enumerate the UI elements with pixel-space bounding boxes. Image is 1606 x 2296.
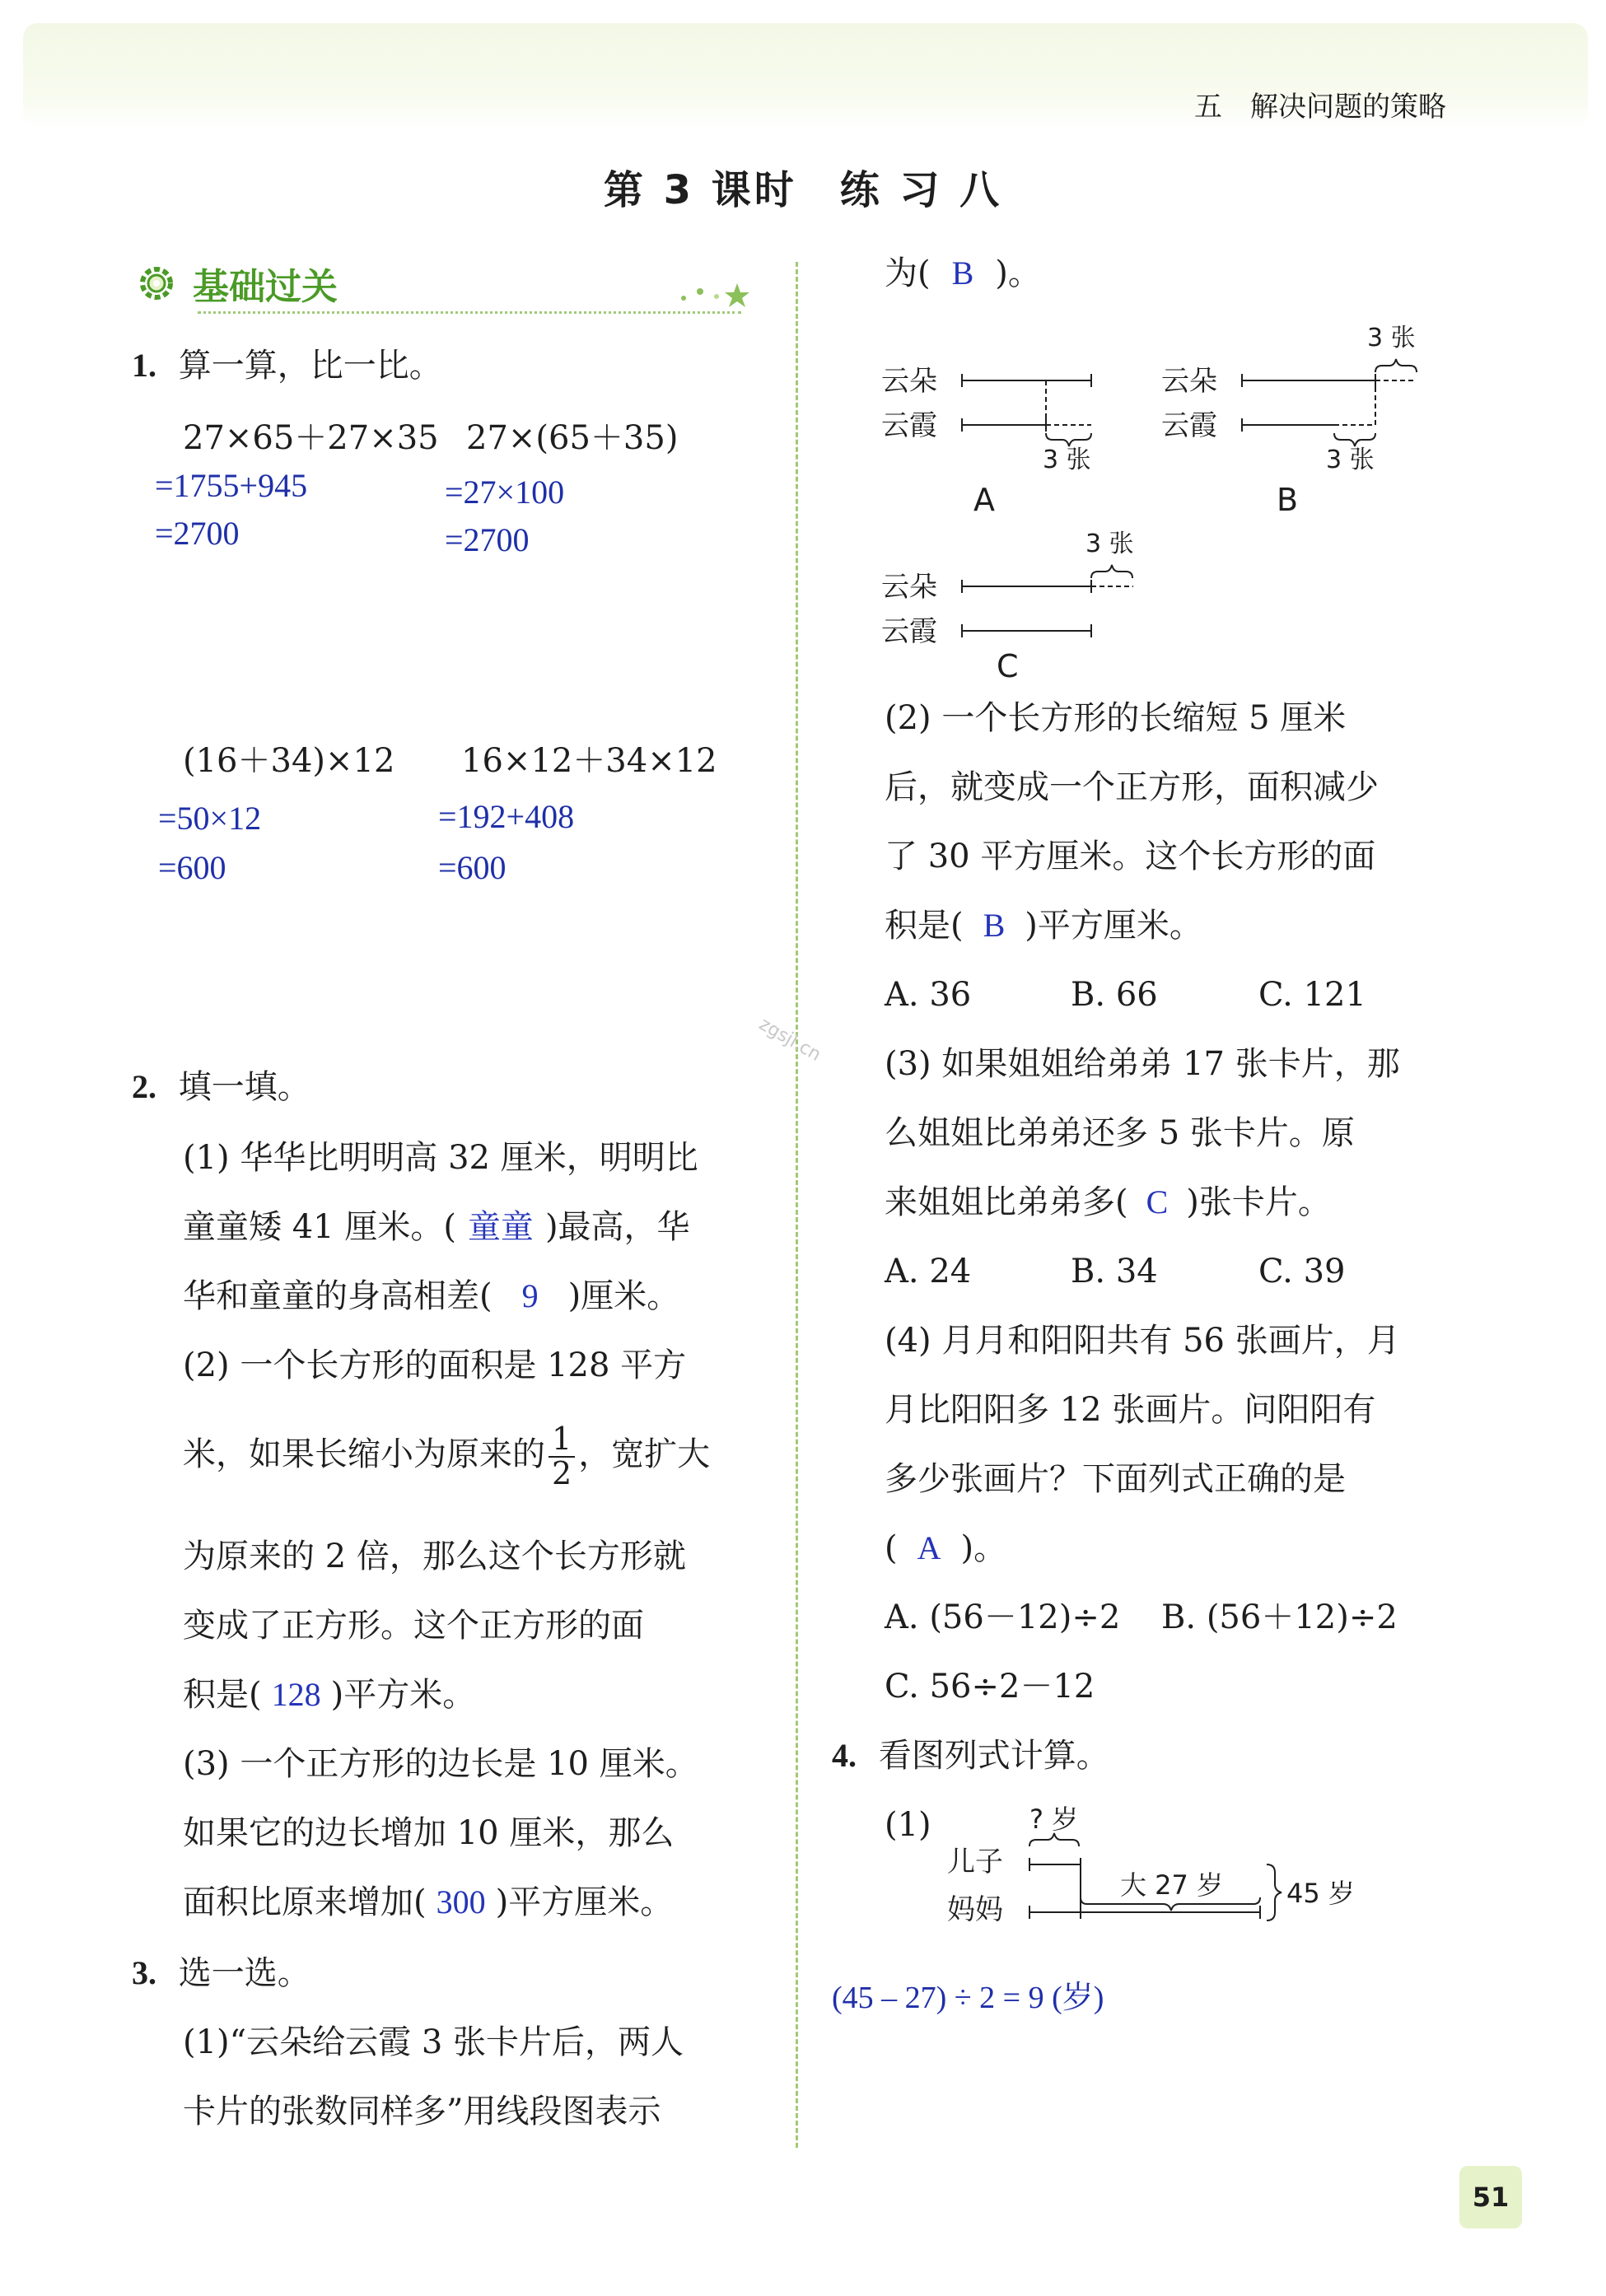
option-b-label: B: [1277, 482, 1299, 518]
page-number: 51: [1459, 2166, 1522, 2228]
q2-p2-line-3: 为原来的 2 倍，那么这个长方形就: [183, 1538, 686, 1575]
section-heading: [132, 257, 338, 310]
age-segment-diagram: [947, 1795, 1408, 1927]
q3-p3-line-3: [885, 1183, 1331, 1222]
q3-p4-option-a: A. (56－12)÷2: [885, 1598, 1121, 1636]
fraction-denominator: 2: [552, 1454, 572, 1491]
q1-e2-work-1: =27×100: [445, 474, 565, 511]
q2-p1-text: 华和童童的身高相差(: [183, 1277, 493, 1315]
q3-p1-line-3: [885, 254, 1041, 293]
option-c-label: C: [997, 648, 1019, 684]
q1-e4-work-1: =192+408: [438, 798, 575, 835]
lesson-title: 第 3 课时 练 习 八: [603, 167, 1003, 213]
q3-number: 3.: [132, 1954, 156, 1991]
q3-p4-line-1: (4) 月月和阳阳共有 56 张画片，月: [885, 1322, 1400, 1360]
q3-p1-line-2: 卡片的张数同样多”用线段图表示: [183, 2093, 661, 2130]
diagram-c-glow-label: 云霞: [881, 615, 937, 648]
column-divider: [796, 262, 798, 2148]
difference-age-label: 大 27 岁: [1120, 1869, 1224, 1901]
q1-expression-2: 27×(65＋35): [466, 419, 679, 457]
diagram-b-glow-label: 云霞: [1161, 409, 1217, 442]
q3-p4-option-c: C. 56÷2－12: [885, 1668, 1095, 1706]
diagram-b-three-cards-top: 3 张: [1367, 324, 1416, 352]
watermark: zgsjl.cn: [755, 1014, 824, 1066]
son-label: 儿子: [947, 1846, 1003, 1878]
q2-p3-line-2: 如果它的边长增加 10 厘米，那么: [183, 1814, 675, 1852]
q3-p4-answer: A: [917, 1529, 941, 1566]
q2-p1-line-2: [183, 1207, 690, 1247]
section-label: 基础过关: [193, 266, 338, 308]
q3-p3-text: 来姐姐比弟弟多(: [885, 1183, 1128, 1221]
section-underline: [198, 311, 741, 314]
q2-p3-line-3: [183, 1883, 673, 1922]
q1-heading: [132, 346, 442, 385]
q2-p2-text: 米，如果长缩小为原来的: [183, 1435, 545, 1473]
q2-p3-answer: 300: [436, 1883, 486, 1920]
q1-e1-work-1: =1755+945: [155, 467, 308, 504]
q1-e2-work-2: =2700: [445, 521, 530, 558]
q1-e3-work-1: =50×12: [158, 800, 262, 837]
diagram-c-cloud-label: 云朵: [881, 571, 937, 604]
q2-p2-text: 积是(: [183, 1676, 262, 1714]
total-age-label: 45 岁: [1286, 1878, 1355, 1909]
q3-p3-line-2: 么姐姐比弟弟还多 5 张卡片。原: [885, 1114, 1355, 1152]
option-a-label: A: [973, 482, 995, 518]
diagram-a-cloud-label: 云朵: [881, 365, 937, 398]
q3-p2-text: )平方厘米。: [1025, 907, 1202, 945]
q2-p3-text: 面积比原来增加(: [183, 1883, 427, 1921]
q3-p4-text: (: [885, 1529, 898, 1567]
q3-p2-line-3: 了 30 平方厘米。这个长方形的面: [885, 838, 1376, 875]
q3-p4-text: )。: [960, 1529, 1007, 1567]
question-age-label: ? 岁: [1029, 1804, 1079, 1835]
q1-e1-work-2: =2700: [155, 515, 240, 552]
q2-p2-answer: 128: [271, 1676, 321, 1713]
diagram-b-three-cards-bottom: 3 张: [1326, 446, 1375, 474]
q1-number: 1.: [132, 347, 156, 384]
q3-p3-option-a: A. 24: [885, 1253, 972, 1290]
q4-number: 4.: [832, 1737, 857, 1774]
q2-p2-line-5: [183, 1675, 475, 1715]
q4-p1-label: (1): [885, 1806, 931, 1844]
q1-expression-4: 16×12＋34×12: [461, 742, 717, 780]
q2-p1-text: 童童矮 41 厘米。(: [183, 1208, 456, 1246]
mom-label: 妈妈: [947, 1893, 1003, 1926]
q3-p3-text: )张卡片。: [1186, 1183, 1331, 1221]
q3-p3-line-1: (3) 如果姐姐给弟弟 17 张卡片，那: [885, 1045, 1400, 1083]
q2-p1-text: )厘米。: [567, 1277, 680, 1315]
q3-p2-option-a: A. 36: [885, 976, 972, 1014]
q1-title: 算一算，比一比。: [178, 347, 442, 385]
q3-p4-option-b: B. (56＋12)÷2: [1161, 1598, 1398, 1636]
diagram-c: [962, 565, 1133, 637]
q3-p3-option-c: C. 39: [1258, 1253, 1346, 1290]
q3-p1-text: )。: [995, 254, 1041, 292]
q3-p4-line-2: 月比阳阳多 12 张画片。问阳阳有: [885, 1391, 1376, 1429]
q2-title: 填一填。: [178, 1068, 310, 1106]
star-decoration-icon: [675, 277, 749, 310]
q4-handwritten-answer: (45 – 27) ÷ 2 = 9 (岁): [832, 1981, 1104, 2015]
q2-p2-line-1: (2) 一个长方形的面积是 128 平方: [183, 1346, 687, 1384]
q4-heading: [832, 1736, 1109, 1776]
q3-p1-line-1: (1)“云朵给云霞 3 张卡片后，两人: [183, 2023, 684, 2061]
diagram-a-glow-label: 云霞: [881, 409, 937, 442]
q2-p2-text: ，宽扩大: [578, 1435, 711, 1473]
q2-p1-line-3: [183, 1276, 679, 1316]
q3-p2-line-1: (2) 一个长方形的长缩短 5 厘米: [885, 699, 1347, 737]
total-brace: [1267, 1864, 1282, 1920]
q2-p3-text: )平方厘米。: [495, 1883, 674, 1921]
q1-expression-1: 27×65＋27×35: [183, 419, 439, 457]
q1-e4-work-2: =600: [438, 849, 507, 886]
q3-p2-option-c: C. 121: [1258, 976, 1366, 1014]
q4-title: 看图列式计算。: [878, 1737, 1109, 1775]
q3-p4-line-3: 多少张画片？下面列式正确的是: [885, 1460, 1346, 1498]
fraction-numerator: 1: [549, 1423, 575, 1458]
q2-p2-text: )平方米。: [330, 1676, 476, 1714]
q2-p2-line-4: 变成了正方形。这个正方形的面: [183, 1607, 644, 1645]
diagram-c-three-cards: 3 张: [1085, 530, 1134, 558]
q3-p3-option-b: B. 34: [1071, 1253, 1158, 1290]
q3-p4-line-4: [885, 1528, 1006, 1568]
q2-p1-answer-1: 童童: [467, 1208, 534, 1245]
q3-p2-option-b: B. 66: [1071, 976, 1158, 1014]
q3-p2-line-2: 后，就变成一个正方形，面积减少: [885, 768, 1379, 806]
q2-p1-text: )最高，华: [544, 1208, 690, 1246]
q3-p2-text: 积是(: [885, 907, 964, 945]
q2-p1-answer-2: 9: [521, 1277, 539, 1314]
q3-p3-answer: C: [1146, 1183, 1169, 1220]
q1-expression-3: (16＋34)×12: [183, 742, 395, 780]
diagram-b-cloud-label: 云朵: [1161, 365, 1217, 398]
q3-title: 选一选。: [178, 1954, 310, 1992]
diagram-a: [962, 374, 1091, 446]
q2-p2-line-2: [183, 1423, 710, 1491]
q3-p1-text: 为(: [885, 254, 931, 292]
q2-heading: [132, 1067, 310, 1107]
q2-number: 2.: [132, 1068, 156, 1105]
q1-e3-work-2: =600: [158, 849, 226, 886]
q2-p3-line-1: (3) 一个正方形的边长是 10 厘米。: [183, 1745, 698, 1783]
one-half-fraction: [549, 1423, 575, 1491]
diagram-a-three-cards: 3 张: [1043, 446, 1091, 474]
diagram-b: [1242, 359, 1417, 446]
segment-diagrams: [873, 321, 1450, 692]
gear-icon: [132, 259, 181, 308]
q2-p1-line-1: (1) 华华比明明高 32 厘米，明明比: [183, 1139, 698, 1177]
son-brace: [1029, 1833, 1079, 1846]
q3-p2-answer: B: [983, 907, 1006, 944]
chapter-title: 五 解决问题的策略: [1194, 91, 1446, 124]
q3-p2-line-4: [885, 906, 1202, 945]
q3-p1-answer: B: [951, 254, 974, 292]
q3-heading: [132, 1953, 310, 1993]
